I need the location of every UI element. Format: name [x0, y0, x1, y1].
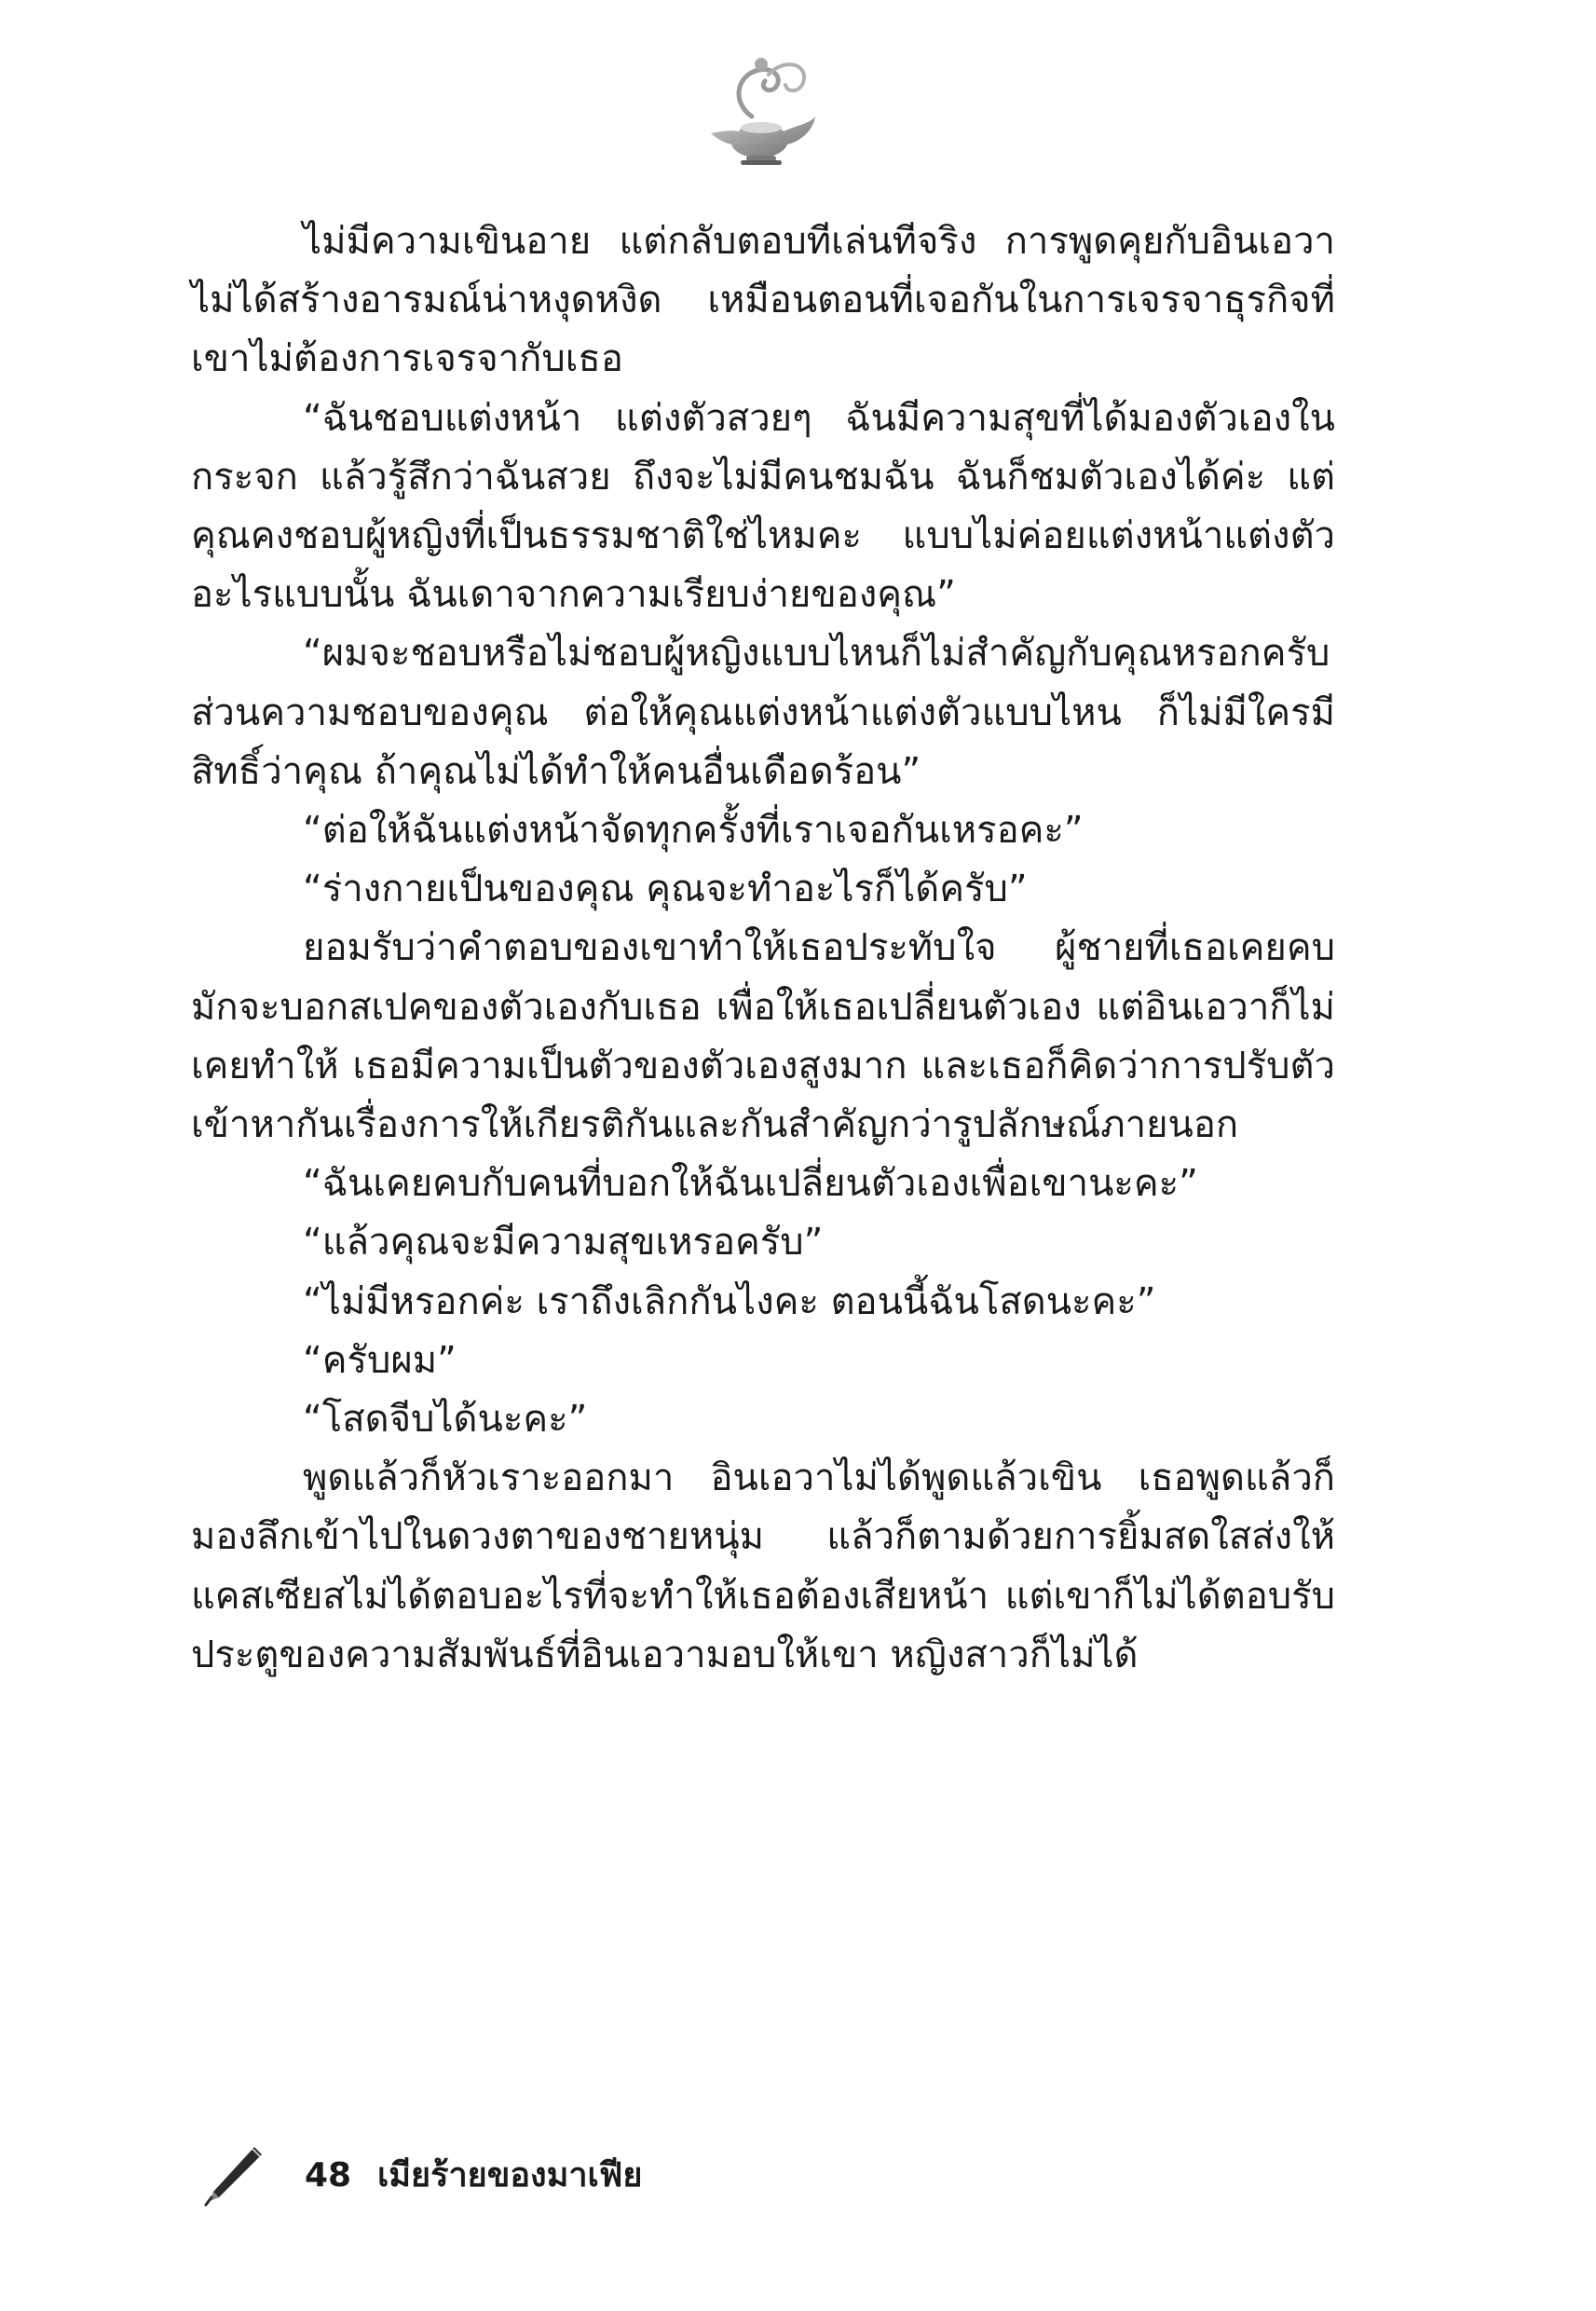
book-title: เมียร้ายของมาเฟีย [377, 2156, 643, 2195]
paragraph: “แล้วคุณจะมีความสุขเหรอครับ” [303, 1221, 824, 1265]
paragraph: “ไม่มีหรอกค่ะ เราถึงเลิกกันไงคะ ตอนนี้ฉันโสดนะคะ” [303, 1279, 1156, 1323]
page-body-text [191, 212, 1335, 1685]
paragraph: “ผมจะชอบหรือไม่ชอบผู้หญิงแบบไหนก็ไม่สำคัญกับคุณหรอกครับ ส่วนความชอบของคุณ ต่อให้คุณแต่งหน้าแต่งตัวแบบไหน ก็ไม่มีใครมีสิทธิ์ว่าคุณ ถ้าคุณไม่ได้ทำให้คนอื่นเดือดร้อน” [191, 632, 1335, 793]
fountain-pen-icon [200, 2143, 266, 2208]
paragraph: “ครับผม” [303, 1338, 457, 1382]
paragraph: “ต่อให้ฉันแต่งหน้าจัดทุกครั้งที่เราเจอกันเหรอคะ” [303, 809, 1084, 853]
page-footer [200, 2143, 853, 2208]
paragraph: “ร่างกายเป็นของคุณ คุณจะทำอะไรก็ได้ครับ” [303, 868, 1028, 911]
paragraph: ไม่มีความเขินอาย แต่กลับตอบทีเล่นทีจริง การพูดคุยกับอินเอวาไม่ได้สร้างอารมณ์น่าหงุดหงิด เหมือนตอนที่เจอกันในการเจรจาธุรกิจที่เขาไม่ต้องการเจรจากับเธอ [191, 220, 1335, 381]
paragraph: ยอมรับว่าคำตอบของเขาทำให้เธอประทับใจ ผู้ชายที่เธอเคยคบมักจะบอกสเปคของตัวเองกับเธอ เพื่อให้เธอเปลี่ยนตัวเอง แต่อินเอวาก็ไม่เคยทำให้ เธอมีความเป็นตัวของตัวเองสูงมาก และเธอก็คิดว่าการปรับตัวเข้าหากันเรื่องการให้เกียรติกันและกันสำคัญกว่ารูปลักษณ์ภายนอก [191, 926, 1335, 1147]
paragraph: “ฉันชอบแต่งหน้า แต่งตัวสวยๆ ฉันมีความสุขที่ได้มองตัวเองในกระจก แล้วรู้สึกว่าฉันสวย ถึงจะไม่มีคนชมฉัน ฉันก็ชมตัวเองได้ค่ะ แต่คุณคงชอบผู้หญิงที่เป็นธรรมชาติใช่ไหมคะ แบบไม่ค่อยแต่งหน้าแต่งตัวอะไรแบบนั้น ฉันเดาจากความเรียบง่ายของคุณ” [191, 396, 1335, 617]
genie-lamp-icon [694, 51, 825, 168]
page-number: 48 [305, 2156, 352, 2195]
paragraph: “โสดจีบได้นะคะ” [303, 1398, 588, 1442]
paragraph: “ฉันเคยคบกับคนที่บอกให้ฉันเปลี่ยนตัวเองเพื่อเขานะคะ” [303, 1162, 1198, 1206]
paragraph: พูดแล้วก็หัวเราะออกมา อินเอวาไม่ได้พูดแล้วเขิน เธอพูดแล้วก็มองลึกเข้าไปในดวงตาของชายหนุ่ม แล้วก็ตามด้วยการยิ้มสดใสส่งให้ แคสเซียสไม่ได้ตอบอะไรที่จะทำให้เธอต้องเสียหน้า แต่เขาก็ไม่ได้ตอบรับประตูของความสัมพันธ์ที่อินเอวามอบให้เขา หญิงสาวก็ไม่ได้ [191, 1456, 1335, 1676]
